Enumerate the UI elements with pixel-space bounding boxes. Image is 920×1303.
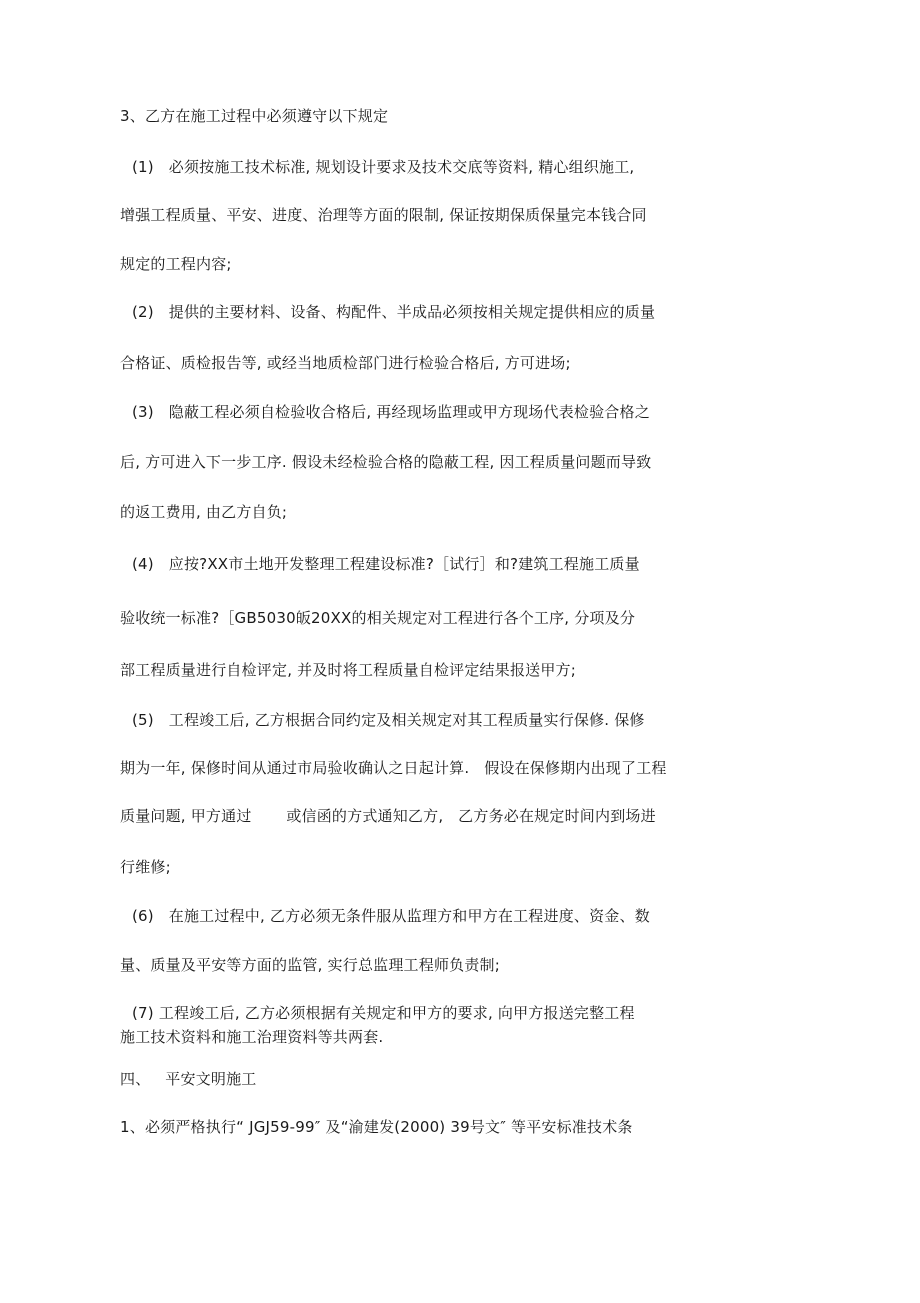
text-line: (7) 工程竣工后, 乙方必须根据有关规定和甲方的要求, 向甲方报送完整工程	[132, 1004, 635, 1022]
text-line: (5) 工程竣工后, 乙方根据合同约定及相关规定对其工程质量实行保修. 保修	[132, 711, 645, 729]
text-line: (4) 应按?XX市土地开发整理工程建设标准?［试行］和?建筑工程施工质量	[132, 555, 640, 573]
text-line: 施工技术资料和施工治理资料等共两套.	[120, 1028, 384, 1046]
text-line: 验收统一标准?［GB5030皈20XX的相关规定对工程进行各个工序, 分项及分	[120, 609, 636, 627]
text-line: 量、质量及平安等方面的监管, 实行总监理工程师负责制;	[120, 956, 500, 974]
section-heading: 四、 平安文明施工	[120, 1070, 257, 1088]
text-line: 后, 方可进入下一步工序. 假设未经检验合格的隐蔽工程, 因工程质量问题而导致	[120, 453, 652, 471]
text-line: 的返工费用, 由乙方自负;	[120, 503, 288, 521]
text-line: (1) 必须按施工技术标准, 规划设计要求及技术交底等资料, 精心组织施工,	[132, 158, 635, 176]
text-line: 增强工程质量、平安、进度、治理等方面的限制, 保证按期保质保量完本钱合同	[120, 206, 647, 224]
text-line: 部工程质量进行自检评定, 并及时将工程质量自检评定结果报送甲方;	[120, 661, 576, 679]
text-line: (3) 隐蔽工程必须自检验收合格后, 再经现场监理或甲方现场代表检验合格之	[132, 403, 650, 421]
text-line: 期为一年, 保修时间从通过市局验收确认之日起计算. 假设在保修期内出现了工程	[120, 759, 667, 777]
text-line: 合格证、质检报告等, 或经当地质检部门进行检验合格后, 方可进场;	[120, 354, 571, 372]
text-line: 规定的工程内容;	[120, 255, 232, 273]
text-line: 行维修;	[120, 858, 171, 876]
text-line: 质量问题, 甲方通过 或信函的方式通知乙方, 乙方务必在规定时间内到场进	[120, 807, 656, 825]
text-line: 1、必须严格执行“ JGJ59-99″ 及“渝建发(2000) 39号文″ 等平安标准技术条	[120, 1118, 633, 1136]
text-line: (2) 提供的主要材料、设备、构配件、半成品必须按相关规定提供相应的质量	[132, 303, 656, 321]
text-line: (6) 在施工过程中, 乙方必须无条件服从监理方和甲方在工程进度、资金、数	[132, 907, 650, 925]
text-line: 3、乙方在施工过程中必须遵守以下规定	[120, 107, 389, 125]
